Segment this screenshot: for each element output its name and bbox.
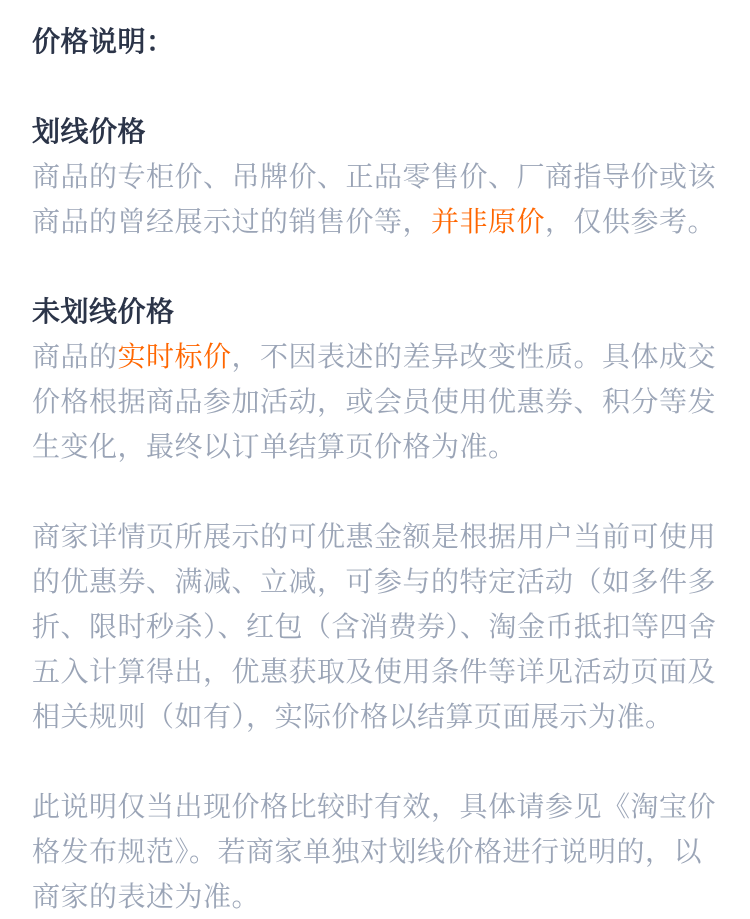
page-title: 价格说明： (32, 26, 175, 57)
strike-price-text-after: ，仅供参考。 (545, 206, 717, 237)
strike-price-paragraph (32, 109, 718, 244)
strike-price-heading: 划线价格 (32, 116, 147, 147)
strike-price-highlight-not-original-price: 并非原价 (431, 206, 546, 237)
unstrike-price-text-before: 商品的 (32, 341, 118, 372)
unstrike-price-text-after: ，不因表述的差异改变性质。具体成交价格根据商品参加活动，或会员使用优惠券、积分等发生变化，最终以订单结算页价格为准。 (32, 341, 717, 462)
unstrike-price-highlight-realtime-price: 实时标价 (117, 341, 232, 372)
validity-note-paragraph: 此说明仅当出现价格比较时有效，具体请参见《淘宝价格发布规范》。若商家单独对划线价格进行说明的，以商家的表述为准。 (32, 791, 717, 912)
strike-price-text-before: 商品的专柜价、吊牌价、正品零售价、厂商指导价或该商品的曾经展示过的销售价等， (32, 161, 717, 237)
unstrike-price-heading: 未划线价格 (32, 296, 175, 327)
discount-note-paragraph: 商家详情页所展示的可优惠金额是根据用户当前可使用的优惠券、满减、立减，可参与的特定活动（如多件多折、限时秒杀）、红包（含消费券）、淘金币抵扣等四舍五入计算得出，优惠获取及使用条件等详见活动页面及相关规则（如有），实际价格以结算页面展示为准。 (32, 521, 717, 732)
unstrike-price-paragraph (32, 289, 718, 469)
